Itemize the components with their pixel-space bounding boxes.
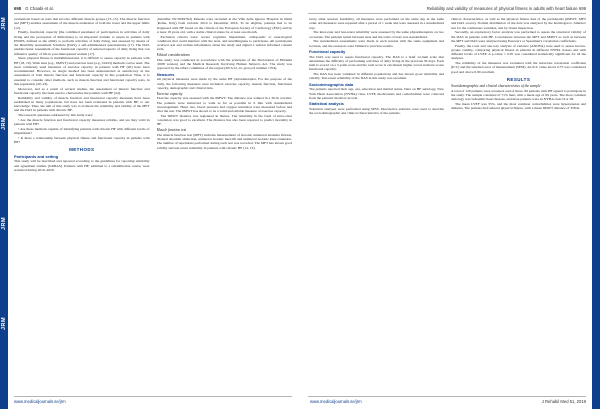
paragraph: The reliability of the measures was evaluated with the intraclass correlation coefficient (ICC) and the standard error of measurement (SEM). An ICC value above 0.75 was considered good and above 0.90 excellent. xyxy=(451,61,586,74)
footer-url[interactable]: www.medicaljournals.se/jrm xyxy=(14,399,66,404)
paragraph: This study was conducted in accordance with the principles of the Declaration of Helsinki (2008 version) and the Medical Research Involving Human Subjects Act. The study was approved by the ethics committee of the region (2015/12-12, protocol number 1704). xyxy=(156,57,292,71)
text-column xyxy=(451,17,586,389)
paragraph: This study will be described and reported according to the guidelines for reporting reliability and agreement studies (GRRAS). Patients with HF, admitted to a rehabilitation centre, were recruited during 2019–2020. xyxy=(14,159,150,172)
paragraph: Since physical fitness is multidimensional, it is difficult to assess capacity in patients with HF (18, 19). Walk tests (e.g., 6MWT) and exercise tests (e.g., DASI) methods can be used. The most commonly used measures of exercise capacity in patients with HF (20) have been recommended. However, no single method has been demonstrated as satisfactory in the assessment of both muscle function and functional capacity in this population. Thus, it is essential to consider other methods, such as muscle function and functional capacity tests, in this population (20–23). xyxy=(14,56,150,86)
text-column xyxy=(309,17,444,389)
footer-citation: J Rehabil Med 51, 2019 xyxy=(541,399,586,404)
paragraph: (identifier NCT0X97KJ) Patients were recruited at the Villa delle Querce Hospital in Nemi (Rome, Italy) from October 2014 to December 2016. To be eligible, patients had to be diagnosed with HF based on the criteria of the European Society of Cardiology (ESC) and be at least 18 years old, with a stable clinical status for at least one month. xyxy=(156,17,292,34)
paragraph: Reliability and validity of muscle function and functional capacity measures have been established in many populations, but have not been evaluated in patients with HF, to our knowledge. Thus, the aim of this study was to evaluate the reliability and validity of the MFT and the DAS in patients with chronic HF. xyxy=(14,95,150,113)
paragraph: • Is there a relationship between physical fitness and functional capacity in patients with HF? xyxy=(14,135,150,144)
section-heading: Statistical analysis xyxy=(309,101,344,106)
paragraph: The DAS was used to assess functional capacity. The DAS is a brief 12-item scale that determines the difficulty of performing activities of daily living in the previous 30 days. Each item is scored on a 5-point scale and the total score is calculated; higher scores indicate worse functional capacity. xyxy=(309,54,444,72)
section-heading: METHODS xyxy=(69,147,95,153)
paragraph: The muscle function test (MFT) includes measurement of isotonic unilateral shoulder flexion, bilateral shoulder abduction, unilateral isotonic heel-lift and unilateral isotonic knee extension. The number of repetitions performed during each test was recorded. The MFT has shown good validity and test-retest reliability in patients with chronic HF (12, 13). xyxy=(156,132,292,150)
footer-url[interactable]: www.medicaljournals.se/jrm xyxy=(310,399,362,404)
footer-rule xyxy=(14,396,292,397)
header-rule xyxy=(14,13,292,14)
paragraph: All physical measures were made by the same HF physiotherapist. For the purpose of the study, the following measures were included: exercise capacity, muscle function, functional capacity, demographic and clinical data. xyxy=(156,77,292,90)
paragraph: Exercise capacity was assessed with the 6MWT. The distance was walked in a 30-m corridor. The patients were instructed to walk as far as possible in 6 min with standardized encouragement. Heart rate, blood pressure and oxygen saturation were measured before and after the test. The 6MWT has shown to be a valid and reliable measure of exercise capacity. xyxy=(156,96,292,113)
section-heading: Sociodemographic data xyxy=(309,81,354,87)
section-heading: Sociodemographic and clinical characteristics of the sample xyxy=(451,84,541,88)
page-number: 698 xyxy=(14,6,22,11)
paragraph: The mean LVEF was 35%, and the most common comorbidities were hypertension and diabetes. The patients had reduced physical fitness, with a mean 6MWT distance of 358 m. xyxy=(451,102,586,111)
section-heading: Exercise capacity xyxy=(156,91,183,96)
paragraph: Finally, the t-test and one-way analysis of variance (ANOVA) were used to assess known-groups validity, comparing physical fitness in patients in different NYHA classes and with different levels of LVEF. A p-value < 0.05 was considered statistically significant for all the analyses. xyxy=(451,43,586,61)
section-heading: Functional capacity xyxy=(309,48,346,54)
section-heading: Participants and setting xyxy=(14,153,59,159)
paragraph: every other session; feasibility, all measures were performed on the same day in the same order. All measures were repeated after a period of 1 week and were assessed in a standardized way. xyxy=(309,17,444,30)
paragraph: Secondly, an exploratory factor analysis was performed to assess the structural validity of the DAS in patients with HF. Correlations between the MFT and 6MWT as well as between the MFT and DAS were analysed using Pearson's or Spearman's correlation coefficients. xyxy=(451,30,586,43)
side-label: JRM xyxy=(1,16,7,30)
footer-rule xyxy=(308,396,586,397)
paragraph: The patients reported their age, sex, education and marital status. Data on HF aetiology, New York Heart Association (NYHA) class, LVEF, medications and comorbidities were collected from the patients' medical records. xyxy=(309,87,444,100)
running-head-authors: G Chaabi et al. xyxy=(25,6,54,11)
journal-side-band xyxy=(592,0,600,409)
header-rule xyxy=(308,13,586,14)
paragraph: Finally, functional capacity (the combined parameter of participation in activities of daily living and the perception of limitations) is an important domain to assess in patients with PWMS, defined as the ability to perform activities of daily living, and assessed by means of the Disability Assessment Schedule (DAS), a self-administered questionnaire (17). The DAS enables better assessment of the functional capacity of selected aspects of daily living that can influence quality of life in post-menopausal women (17). xyxy=(14,30,150,56)
paragraph: The DAS has been validated in different populations and has shown good reliability and validity. Test-retest reliability of the DAS in this study was excellent. xyxy=(309,72,444,81)
section-heading: Ethical considerations xyxy=(156,53,190,57)
side-label: JRM xyxy=(1,216,7,230)
paragraph: The inter-rater and test-retest reliability were assessed by the same physiotherapists on two occasions. The patients rested between tests and the order of tests was standardized. xyxy=(309,30,444,39)
journal-side-band xyxy=(0,0,8,409)
paragraph: Exclusion criteria were: severe cognitive impairment, orthopaedic or neurological conditions that could interfere with the tests, and unwillingness to participate. All participants received oral and written information about the study and signed a written informed consent form. xyxy=(156,34,292,52)
text-column xyxy=(157,17,293,389)
paragraph: The research questions addressed by this study were: xyxy=(18,113,94,117)
right-page-columns xyxy=(309,17,586,389)
section-heading: RESULTS xyxy=(506,76,531,82)
paragraph: A total of 120 patients were screened, and of these, 99 patients with HF agreed to participate in the study. The sample consisted of 71% men, with a mean age of 69 years. The most common aetiology was ischaemic heart disease, and most patients were in NYHA class II or III. xyxy=(451,88,586,102)
paragraph: Statistical analyses were performed using SPSS. Descriptive statistics were used to describe the sociodemographic and clinical characteristics of the patients. xyxy=(309,106,444,115)
paragraph: Moreover, and as a result of several studies, the assessment of muscle function and functional capacity has been used to characterize the patients with HF (24). xyxy=(14,86,150,95)
running-head: Reliability and validity of measures of physical fitness in adults with heart failure 699 xyxy=(426,6,586,11)
text-column xyxy=(14,17,150,389)
section-heading: Muscle function test xyxy=(156,128,187,132)
left-page-columns xyxy=(14,17,292,389)
paragraph: clinical characteristics, as well as the physical fitness data of the participants (6MWT, MFT and DAS scores). Normal distribution of the data was analysed by the Kolmogorov–Smirnov test for the continuous variables, and by visual inspection. xyxy=(451,17,586,30)
side-label: JRM xyxy=(1,316,7,330)
paragraph: The 6MWT distance was registered in metres. The reliability in the form of intra-class correlation was good to excellent. The distance has also been reported to predict mortality in HF. xyxy=(156,113,292,127)
paragraph: The standardized assessments were made at each session with the same equipment and location, and the assessors were blinded to previous results. xyxy=(309,39,444,48)
paragraph: • Are these methods capable of identifying patients with chronic HF with different levels of impairment? xyxy=(14,126,150,135)
running-head xyxy=(14,6,54,11)
side-label: JRM xyxy=(1,116,7,130)
paragraph: • Are the muscle function and functional capacity measures reliable, and are they valid in patients with HF? xyxy=(14,117,150,126)
right-page xyxy=(300,0,600,409)
section-heading: Measures xyxy=(156,71,175,77)
paragraph: evaluations based on tests that involve different muscle groups (13–15). The muscle function test (MFT) enables assessment of the muscle endurance of both the lower and the upper limbs (12). xyxy=(14,17,150,30)
